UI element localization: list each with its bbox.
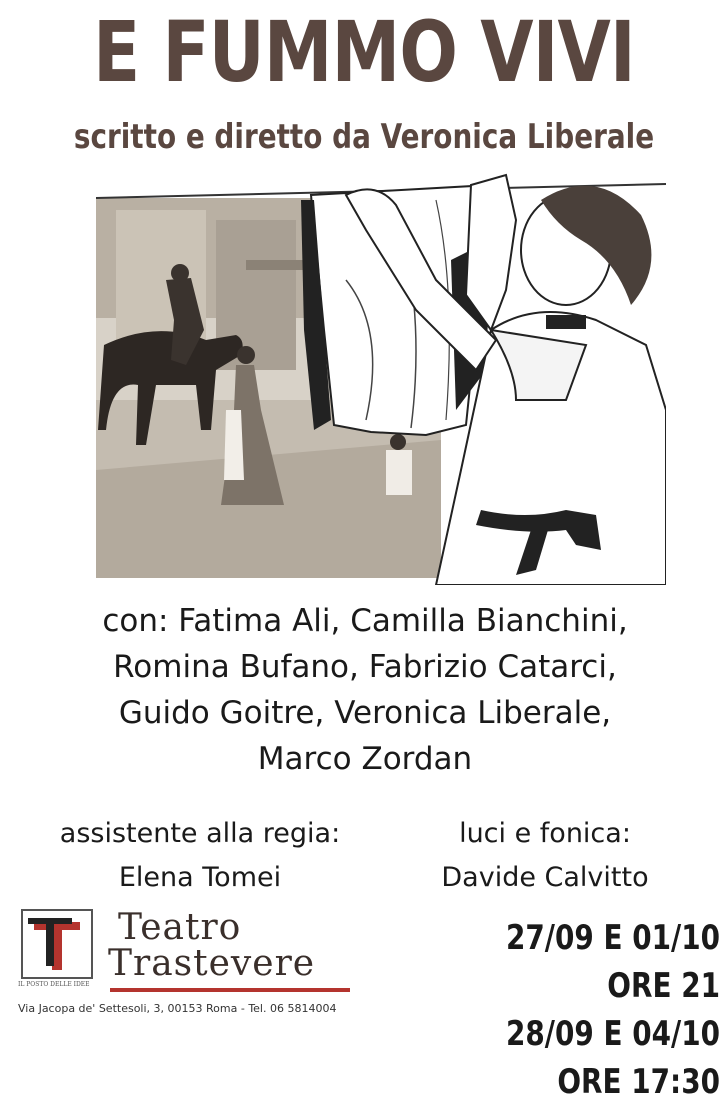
cast-line: con: Fatima Ali, Camilla Bianchini, bbox=[102, 603, 628, 639]
logo-divider bbox=[110, 988, 350, 992]
credit-name: Elena Tomei bbox=[118, 862, 282, 893]
cast-list bbox=[20, 598, 710, 782]
theatre-name-line: Teatro bbox=[118, 907, 242, 948]
date-line: 28/09 E 04/10 ORE 17:30 bbox=[505, 1014, 720, 1102]
poster-title: E FUMMO VIVI bbox=[93, 3, 635, 101]
theatre-name bbox=[108, 907, 348, 984]
logo-caption: IL POSTO DELLE IDEE bbox=[18, 981, 90, 988]
poster-subtitle: scritto e diretto da Veronica Liberale bbox=[73, 117, 655, 157]
credit-role: assistente alla regia: bbox=[59, 818, 341, 849]
date-line: 27/09 E 01/10 ORE 21 bbox=[505, 918, 720, 1006]
lights-sound-credit bbox=[380, 812, 710, 900]
poster-illustration bbox=[96, 170, 666, 585]
cast-line: Guido Goitre, Veronica Liberale, bbox=[118, 695, 612, 731]
credit-name: Davide Calvitto bbox=[441, 862, 649, 893]
theatre-logo-icon bbox=[20, 908, 94, 980]
credit-role: luci e fonica: bbox=[459, 818, 631, 849]
assistant-director-credit bbox=[35, 812, 365, 900]
theatre-address: Via Jacopa de' Settesoli, 3, 00153 Roma - Tel. 06 5814004 bbox=[18, 1002, 337, 1015]
cast-line: Romina Bufano, Fabrizio Catarci, bbox=[113, 649, 617, 685]
show-dates bbox=[449, 914, 720, 1106]
theatre-name-line: Trastevere bbox=[108, 943, 316, 984]
cast-line: Marco Zordan bbox=[257, 741, 473, 777]
